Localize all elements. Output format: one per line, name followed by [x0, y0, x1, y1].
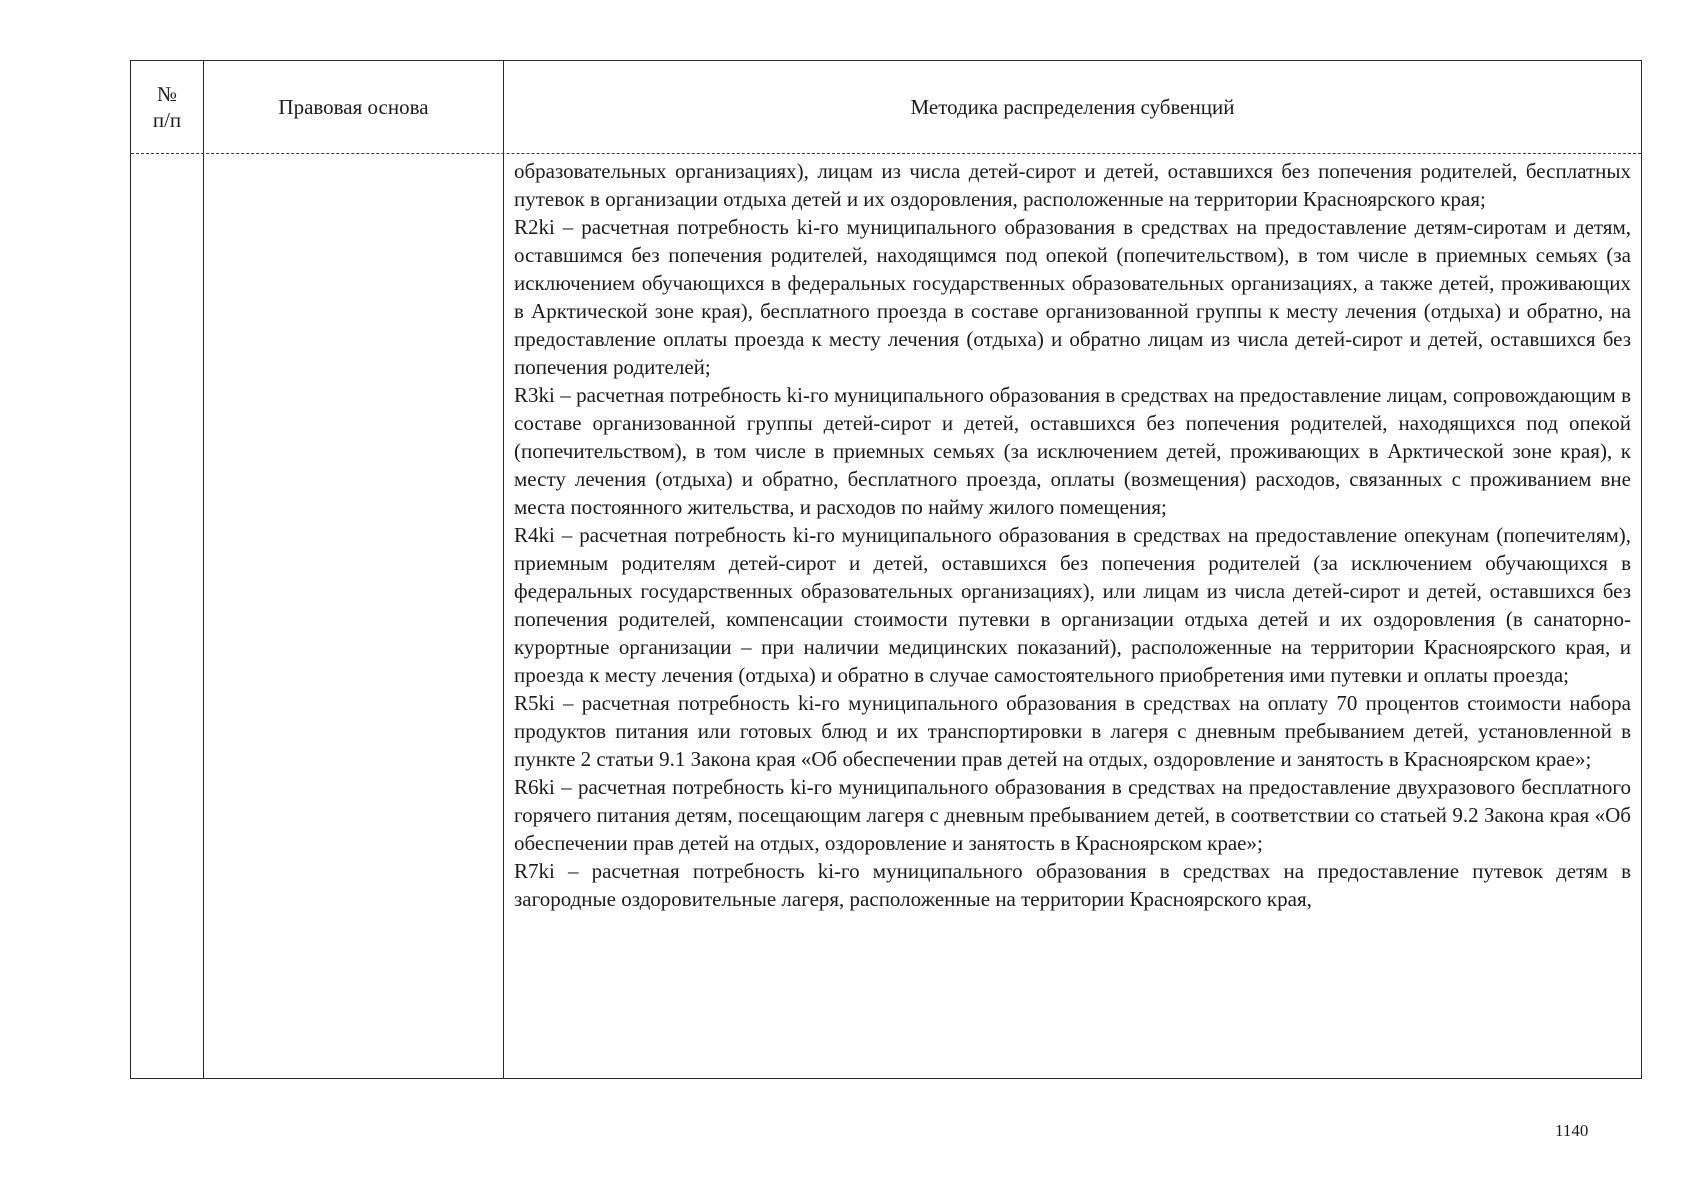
paragraph: R2ki – расчетная потребность ki-го муниципального образования в средствах на предоставление детям-сиротам и детям, оставшимся без попечения родителей, находящимся под опекой (попечительством), в том числе в приемных семьях (за исключением обучающихся в федеральных государственных образовательных организациях, а также детей, проживающих в Арктической зоне края), бесплатного проезда в составе организованной группы к месту лечения (отдыха) и обратно, на предоставление оплаты проезда к месту лечения (отдыха) и обратно лицам из числа детей-сирот и детей, оставшихся без попечения родителей;: [514, 215, 1631, 379]
header-number-abbrev: п/п: [152, 108, 182, 132]
header-number: [131, 61, 203, 153]
header-divider: [131, 153, 1641, 154]
header-legal-basis: Правовая основа: [278, 95, 429, 119]
header-methodology: Методика распределения субвенций: [910, 95, 1235, 119]
paragraph: R7ki – расчетная потребность ki-го муниципального образования в средствах на предоставление путевок детям в загородные оздоровительные лагеря, расположенные на территории Красноярского края,: [514, 859, 1631, 911]
subvention-table: [130, 60, 1642, 1079]
paragraph: R6ki – расчетная потребность ki-го муниципального образования в средствах на предоставление двухразового бесплатного горячего питания детям, посещающим лагеря с дневным пребыванием детей, в соответствии со статьей 9.2 Закона края «Об обеспечении прав детей на отдых, оздоровление и занятость в Красноярском крае»;: [514, 775, 1631, 855]
header-number-symbol: №: [156, 82, 178, 106]
methodology-text: [514, 157, 1631, 913]
column-divider: [503, 61, 504, 1078]
paragraph: R3ki – расчетная потребность ki-го муниципального образования в средствах на предоставление лицам, сопровождающим в составе организованной группы детей-сирот и детей, оставшихся без попечения родителей, находящихся под опекой (попечительством), в том числе в приемных семьях (за исключением детей, проживающих в Арктической зоне края), к месту лечения (отдыха) и обратно, бесплатного проезда, оплаты (возмещения) расходов, связанных с проживанием вне места постоянного жительства, и расходов по найму жилого помещения;: [514, 383, 1631, 519]
paragraph: образовательных организациях), лицам из числа детей-сирот и детей, оставшихся без попечения родителей, бесплатных путевок в организации отдыха детей и их оздоровления, расположенные на территории Красноярского края;: [514, 159, 1631, 211]
column-divider: [203, 61, 204, 1078]
paragraph: R5ki – расчетная потребность ki-го муниципального образования в средствах на оплату 70 процентов стоимости набора продуктов питания или готовых блюд и их транспортировки в лагеря с дневным пребыванием детей, установленной в пункте 2 статьи 9.1 Закона края «Об обеспечении прав детей на отдых, оздоровление и занятость в Красноярском крае»;: [514, 691, 1631, 771]
page-number: 1140: [1555, 1121, 1589, 1140]
paragraph: R4ki – расчетная потребность ki-го муниципального образования в средствах на предоставление опекунам (попечителям), приемным родителям детей-сирот и детей, оставшихся без попечения родителей (за исключением обучающихся в федеральных государственных образовательных организациях), или лицам из числа детей-сирот и детей, оставшихся без попечения родителей, компенсации стоимости путевки в организации отдыха детей и их оздоровления (в санаторно-курортные организации – при наличии медицинских показаний), расположенные на территории Красноярского края, и проезда к месту лечения (отдыха) и обратно в случае самостоятельного приобретения ими путевки и оплаты проезда;: [514, 523, 1631, 687]
